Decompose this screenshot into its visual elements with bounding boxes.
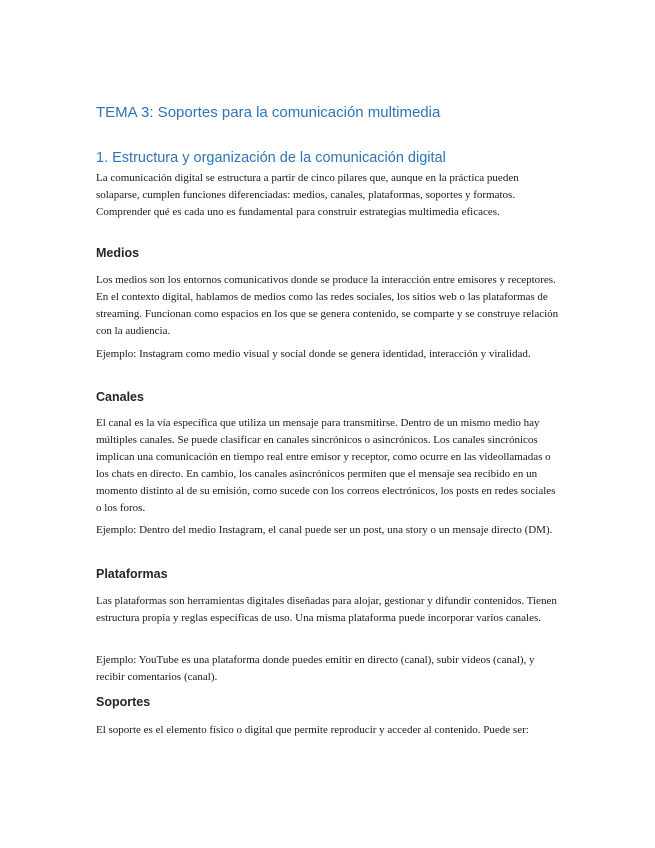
medios-paragraph: Los medios son los entornos comunicativos donde se produce la interacción entre emisores y receptores. En el contexto digital, hablamos de medios como las redes sociales, los sitios web o las plataformas de streaming. Funcionan como espacios en los que se genera contenido, se comparte y se construye relación con la audiencia.: [96, 274, 559, 337]
plataformas-example: Ejemplo: YouTube es una plataforma donde puedes emitir en directo (canal), subir vídeos (canal), y recibir comentarios (canal).: [96, 654, 535, 683]
medios-heading: Medios: [96, 246, 140, 260]
canales-example: Ejemplo: Dentro del medio Instagram, el canal puede ser un post, una story o un mensaje directo (DM).: [96, 524, 553, 536]
intro-paragraph: La comunicación digital se estructura a partir de cinco pilares que, aunque en la práctica pueden solaparse, cumplen funciones diferenciadas: medios, canales, plataformas, soportes y formatos. Comprender qué es cada uno es fundamental para construir estrategias multimedia eficaces.: [96, 172, 519, 218]
section-heading: 1. Estructura y organización de la comunicación digital: [96, 150, 446, 166]
medios-example: Ejemplo: Instagram como medio visual y social donde se genera identidad, interacción y viralidad.: [96, 348, 531, 360]
plataformas-heading: Plataformas: [96, 567, 168, 581]
plataformas-paragraph: Las plataformas son herramientas digitales diseñadas para alojar, gestionar y difundir contenidos. Tienen estructura propia y reglas específicas de uso. Una misma plataforma puede incorporar varios canales.: [96, 595, 557, 624]
canales-paragraph: El canal es la vía específica que utiliza un mensaje para transmitirse. Dentro de un mismo medio hay múltiples canales. Se puede clasificar en canales sincrónicos o asincrónicos. Los canales sincrónicos implican una comunicación en tiempo real entre emisor y receptor, como ocurre en las videollamadas o los chats en directo. En cambio, los canales asincrónicos permiten que el mensaje sea recibido en un momento distinto al de su emisión, como sucede con los correos electrónicos, los posts en redes sociales o los foros.: [96, 417, 556, 514]
soportes-paragraph: El soporte es el elemento físico o digital que permite reproducir y acceder al contenido. Puede ser:: [96, 724, 529, 736]
soportes-heading: Soportes: [96, 695, 151, 709]
canales-heading: Canales: [96, 390, 144, 404]
document-title: TEMA 3: Soportes para la comunicación multimedia: [96, 104, 441, 121]
